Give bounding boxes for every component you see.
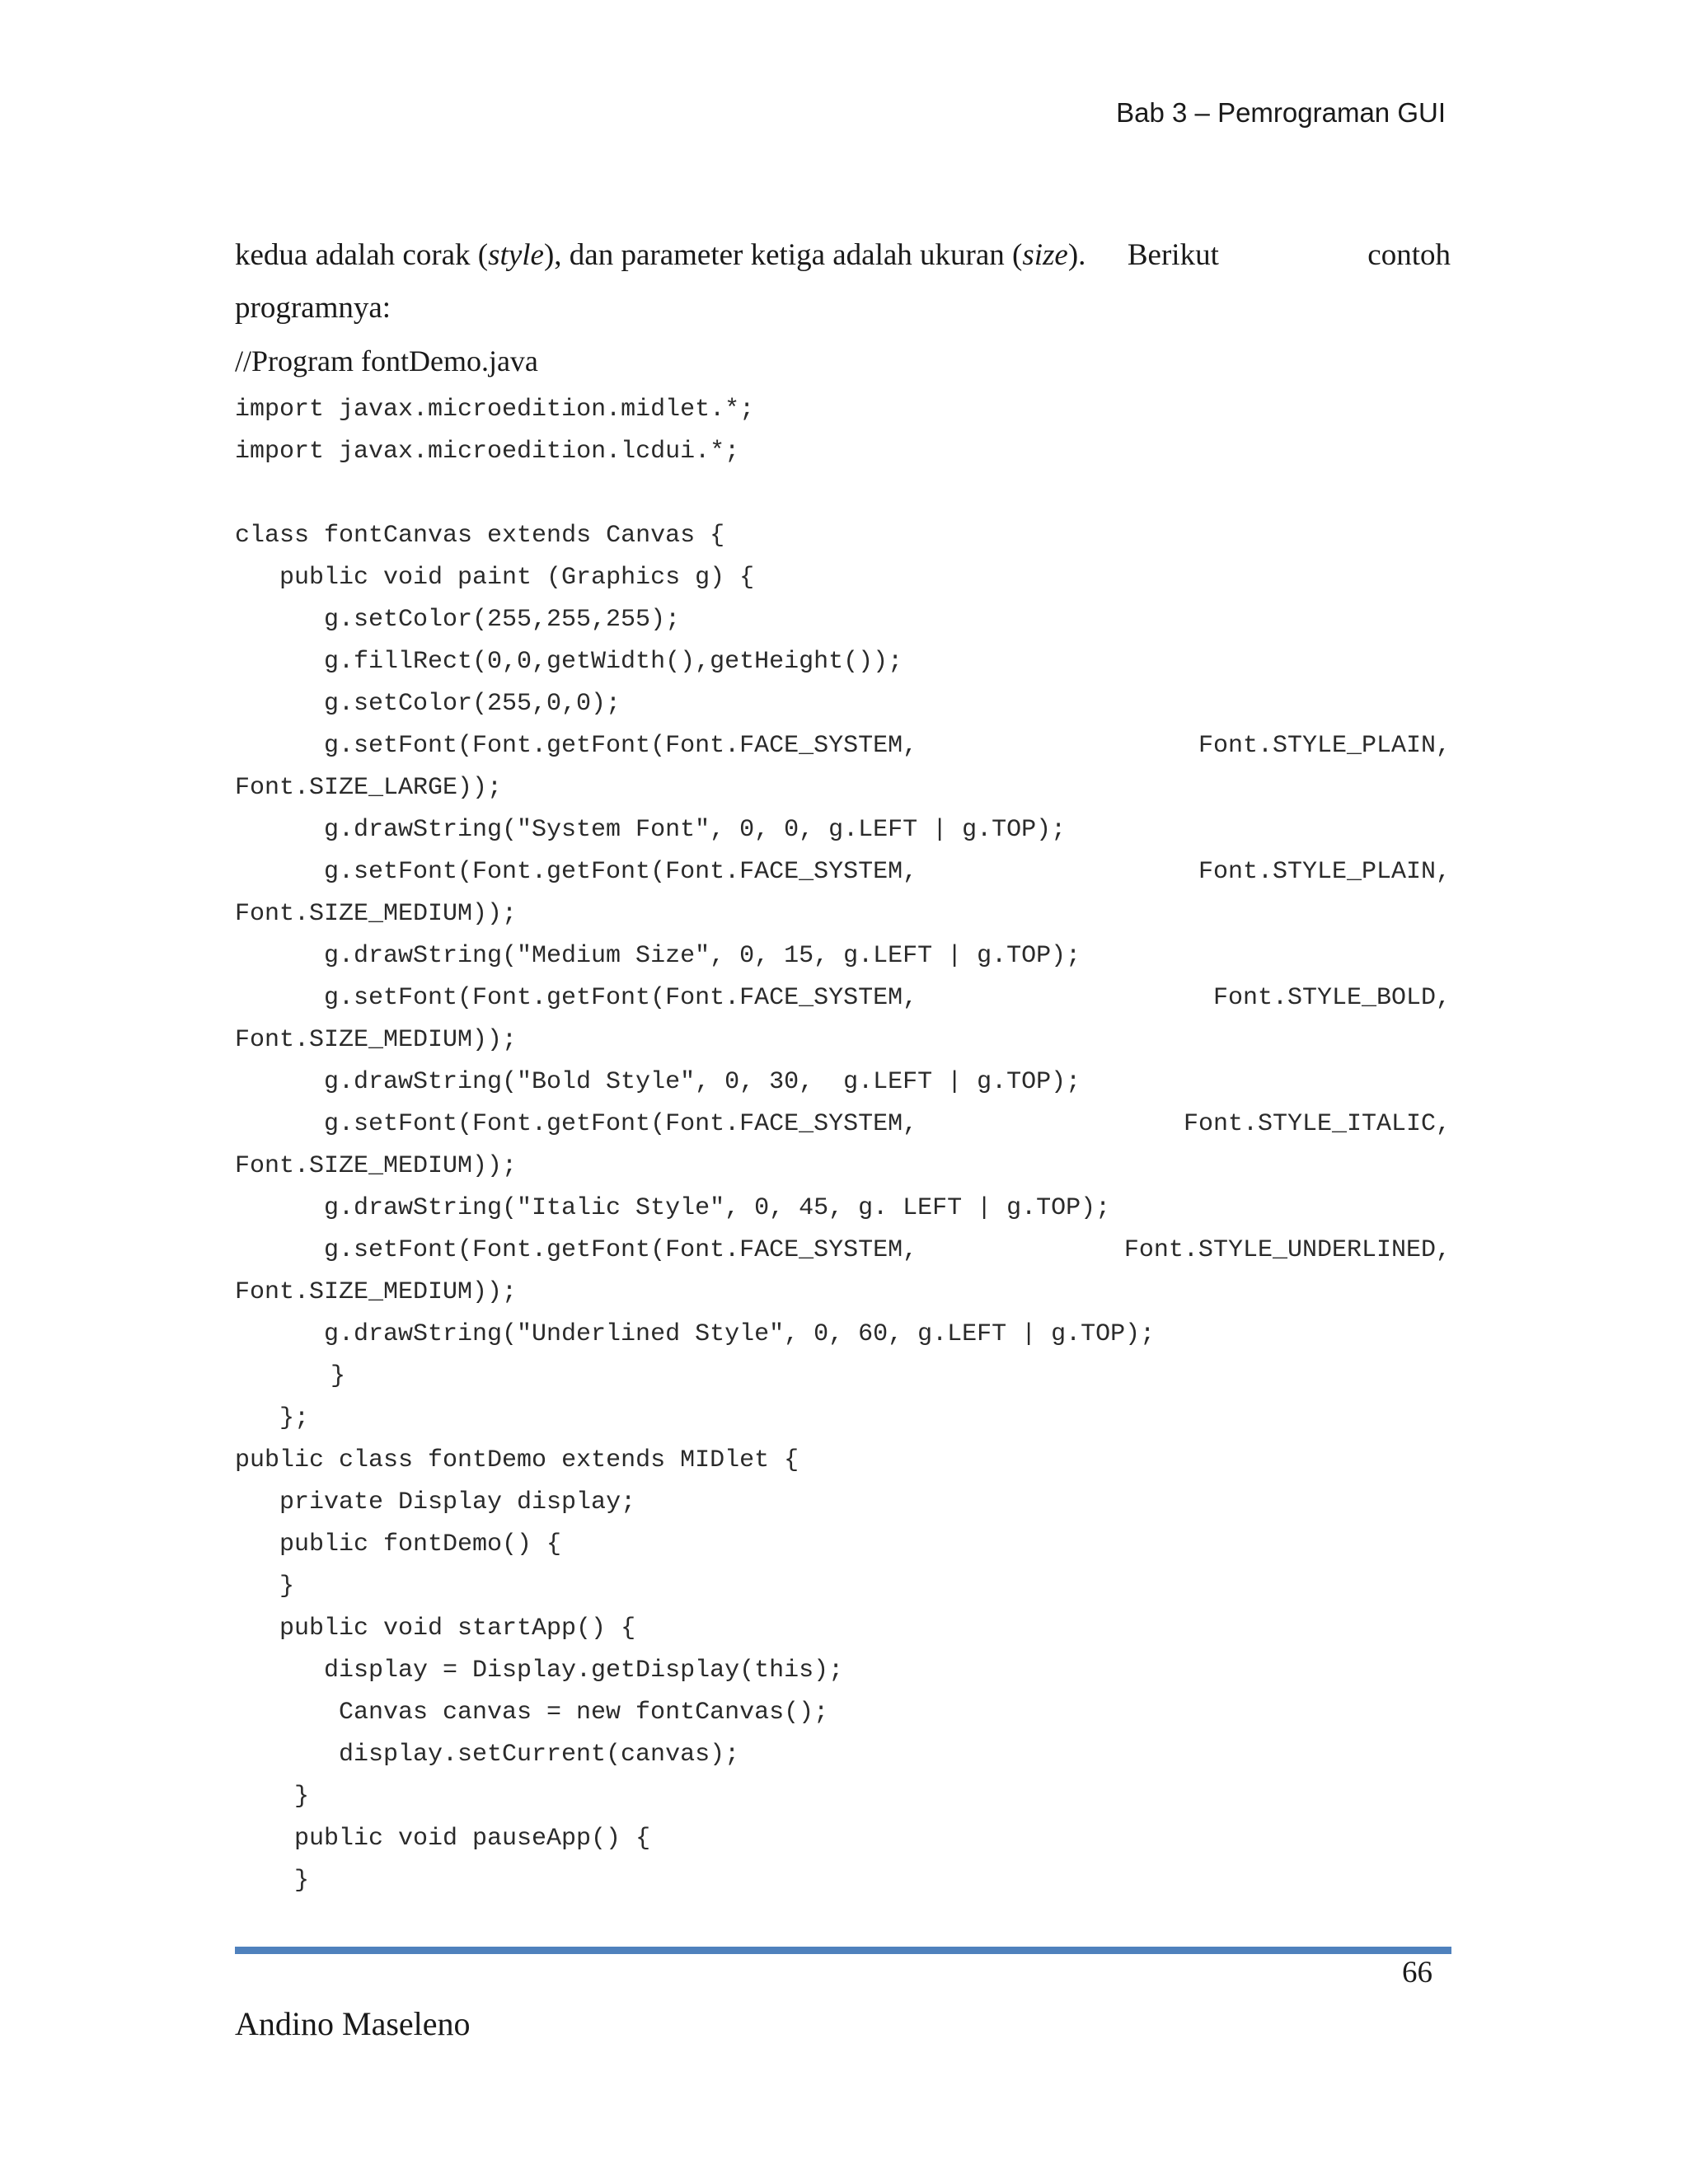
intro-text-part2: ), dan parameter ketiga adalah ukuran ( xyxy=(543,238,1023,272)
code-line: private Display display; xyxy=(279,1488,636,1516)
style-term: style xyxy=(488,238,544,272)
code-line: class fontCanvas extends Canvas { xyxy=(235,522,725,550)
code-line: import javax.microedition.midlet.*; xyxy=(235,396,755,424)
code-line: public fontDemo() { xyxy=(279,1530,562,1558)
code-segment: g.setFont(Font.getFont(Font.FACE_SYSTEM, xyxy=(324,732,918,760)
code-segment: Font.STYLE_BOLD, xyxy=(1212,984,1451,1012)
author-name: Andino Maseleno xyxy=(235,2005,471,2042)
page-number: 66 xyxy=(1402,1956,1432,1990)
code-line: g.fillRect(0,0,getWidth(),getHeight()); xyxy=(324,648,903,676)
intro-text-part3: ). xyxy=(1067,238,1086,272)
intro-text-part1: kedua adalah corak ( xyxy=(235,238,489,272)
code-line: g.setColor(255,0,0); xyxy=(324,690,621,718)
code-line: g.drawString("Bold Style", 0, 30, g.LEFT | g.TOP); xyxy=(324,1068,1081,1096)
code-line xyxy=(235,851,1451,893)
code-segment: g.setFont(Font.getFont(Font.FACE_SYSTEM, xyxy=(324,984,918,1012)
size-term: size xyxy=(1022,238,1068,272)
intro-paragraph-line xyxy=(235,229,1451,282)
code-line: public void startApp() { xyxy=(279,1615,636,1643)
code-line: g.drawString("Underlined Style", 0, 60, g.LEFT | g.TOP); xyxy=(324,1320,1156,1348)
code-listing xyxy=(235,389,1451,1902)
code-line: } xyxy=(279,1572,295,1601)
page-content xyxy=(235,229,1451,1902)
intro-text xyxy=(235,229,1085,282)
code-line: Font.SIZE_LARGE)); xyxy=(235,774,503,802)
code-segment: Font.STYLE_ITALIC, xyxy=(1183,1110,1451,1138)
code-line xyxy=(235,1230,1451,1272)
footer-rule xyxy=(235,1947,1451,1954)
code-segment: g.setFont(Font.getFont(Font.FACE_SYSTEM, xyxy=(324,1110,918,1138)
chapter-header: Bab 3 – Pemrograman GUI xyxy=(1116,97,1446,128)
program-comment: //Program fontDemo.java xyxy=(235,344,538,377)
code-line: public class fontDemo extends MIDlet { xyxy=(235,1446,799,1474)
code-line: public void pauseApp() { xyxy=(294,1825,651,1853)
code-line: g.drawString("Medium Size", 0, 15, g.LEFT | g.TOP); xyxy=(324,942,1081,970)
code-line xyxy=(235,725,1451,767)
code-segment: Font.STYLE_PLAIN, xyxy=(1198,732,1451,760)
code-line: Canvas canvas = new fontCanvas(); xyxy=(339,1699,829,1727)
code-line xyxy=(235,977,1451,1019)
code-line: Font.SIZE_MEDIUM)); xyxy=(235,900,518,928)
code-line xyxy=(235,1104,1451,1146)
code-line: g.setColor(255,255,255); xyxy=(324,606,681,634)
code-line: } xyxy=(294,1867,310,1895)
code-line: } xyxy=(294,1783,310,1811)
code-segment: Font.STYLE_PLAIN, xyxy=(1198,858,1451,886)
contoh-word: contoh xyxy=(1367,238,1451,272)
code-line: Font.SIZE_MEDIUM)); xyxy=(235,1278,518,1306)
code-segment: Font.STYLE_UNDERLINED, xyxy=(1123,1236,1451,1264)
code-line: Font.SIZE_MEDIUM)); xyxy=(235,1152,518,1180)
code-line: g.drawString("System Font", 0, 0, g.LEFT | g.TOP); xyxy=(324,816,1067,844)
intro-paragraph-end: programnya: xyxy=(235,291,392,325)
code-line: }; xyxy=(279,1404,310,1432)
code-line: display = Display.getDisplay(this); xyxy=(324,1657,844,1685)
code-line: import javax.microedition.lcdui.*; xyxy=(235,438,740,466)
code-segment: g.setFont(Font.getFont(Font.FACE_SYSTEM, xyxy=(324,858,918,886)
code-line: display.setCurrent(canvas); xyxy=(339,1741,740,1769)
code-blank-line xyxy=(235,473,1451,515)
code-line: Font.SIZE_MEDIUM)); xyxy=(235,1026,518,1054)
code-segment: g.setFont(Font.getFont(Font.FACE_SYSTEM, xyxy=(324,1236,918,1264)
code-line: } xyxy=(331,1362,346,1390)
code-line: public void paint (Graphics g) { xyxy=(279,564,755,592)
code-line: g.drawString("Italic Style", 0, 45, g. LEFT | g.TOP); xyxy=(324,1194,1111,1222)
berikut-word: Berikut xyxy=(1127,238,1219,272)
